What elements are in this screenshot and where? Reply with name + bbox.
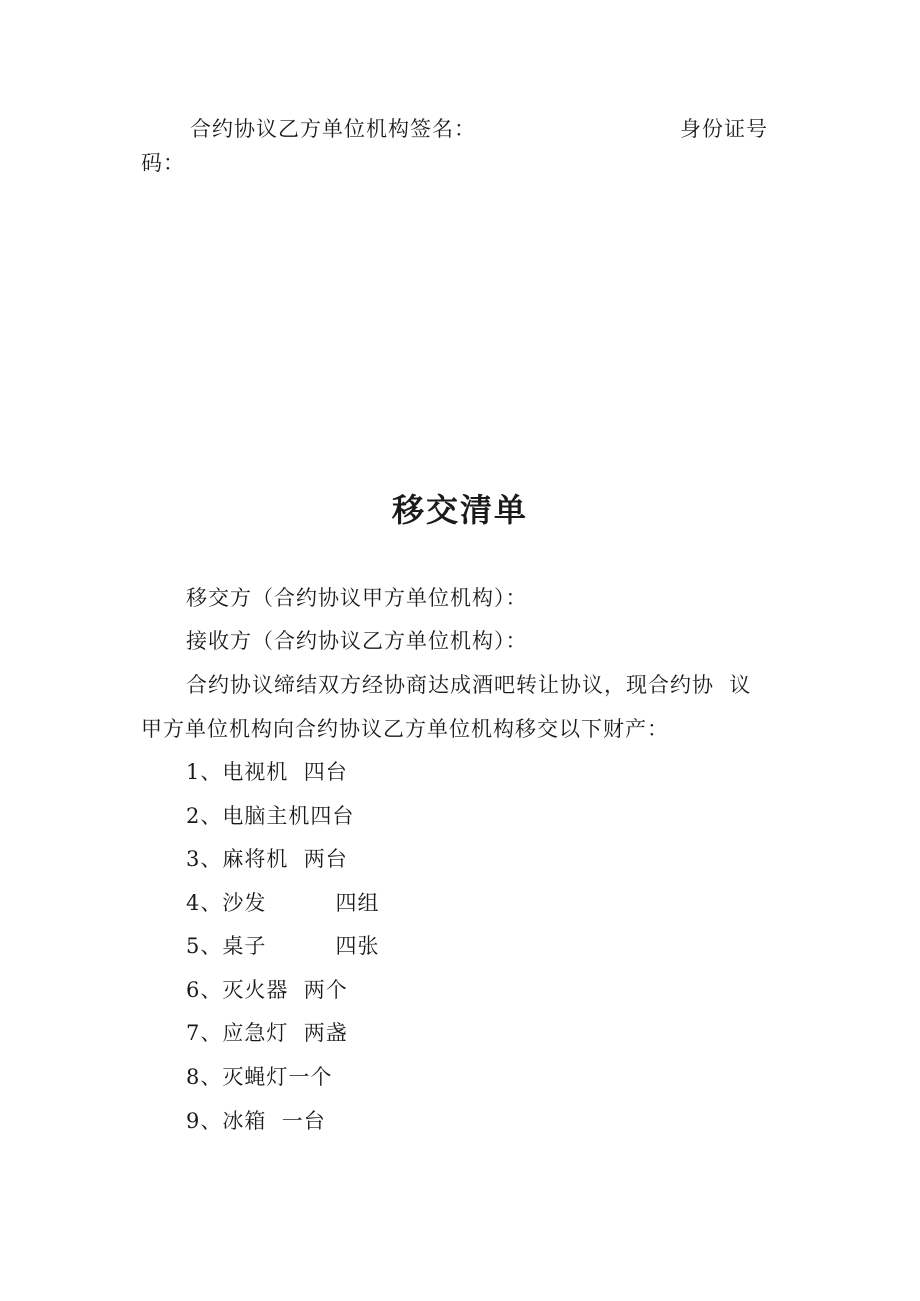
list-item: 9、冰箱 一台 — [186, 1109, 326, 1133]
list-item: 8、灭蝇灯一个 — [186, 1065, 333, 1089]
list-item: 4、沙发 四组 — [186, 891, 380, 915]
page-title: 移交清单 — [391, 491, 528, 529]
intro-paragraph-line-2: 甲方单位机构向合约协议乙方单位机构移交以下财产： — [141, 717, 669, 741]
list-item: 6、灭火器 两个 — [186, 978, 348, 1002]
list-item: 5、桌子 四张 — [186, 934, 380, 958]
id-number-label-continued: 码： — [141, 151, 185, 175]
party-b-signature-label: 合约协议乙方单位机构签名： — [190, 117, 476, 141]
id-number-label: 身份证号 — [680, 117, 768, 141]
receiver-line: 接收方（合约协议乙方单位机构）： — [186, 629, 528, 653]
intro-paragraph-line-1: 合约协议缔结双方经协商达成酒吧转让协议，现合约协 议 — [186, 673, 752, 697]
list-item: 3、麻将机 两台 — [186, 847, 348, 871]
list-item: 2、电脑主机四台 — [186, 804, 355, 828]
list-item: 7、应急灯 两盏 — [186, 1021, 348, 1045]
list-item: 1、电视机 四台 — [186, 760, 348, 784]
transferor-line: 移交方（合约协议甲方单位机构）： — [186, 586, 528, 610]
